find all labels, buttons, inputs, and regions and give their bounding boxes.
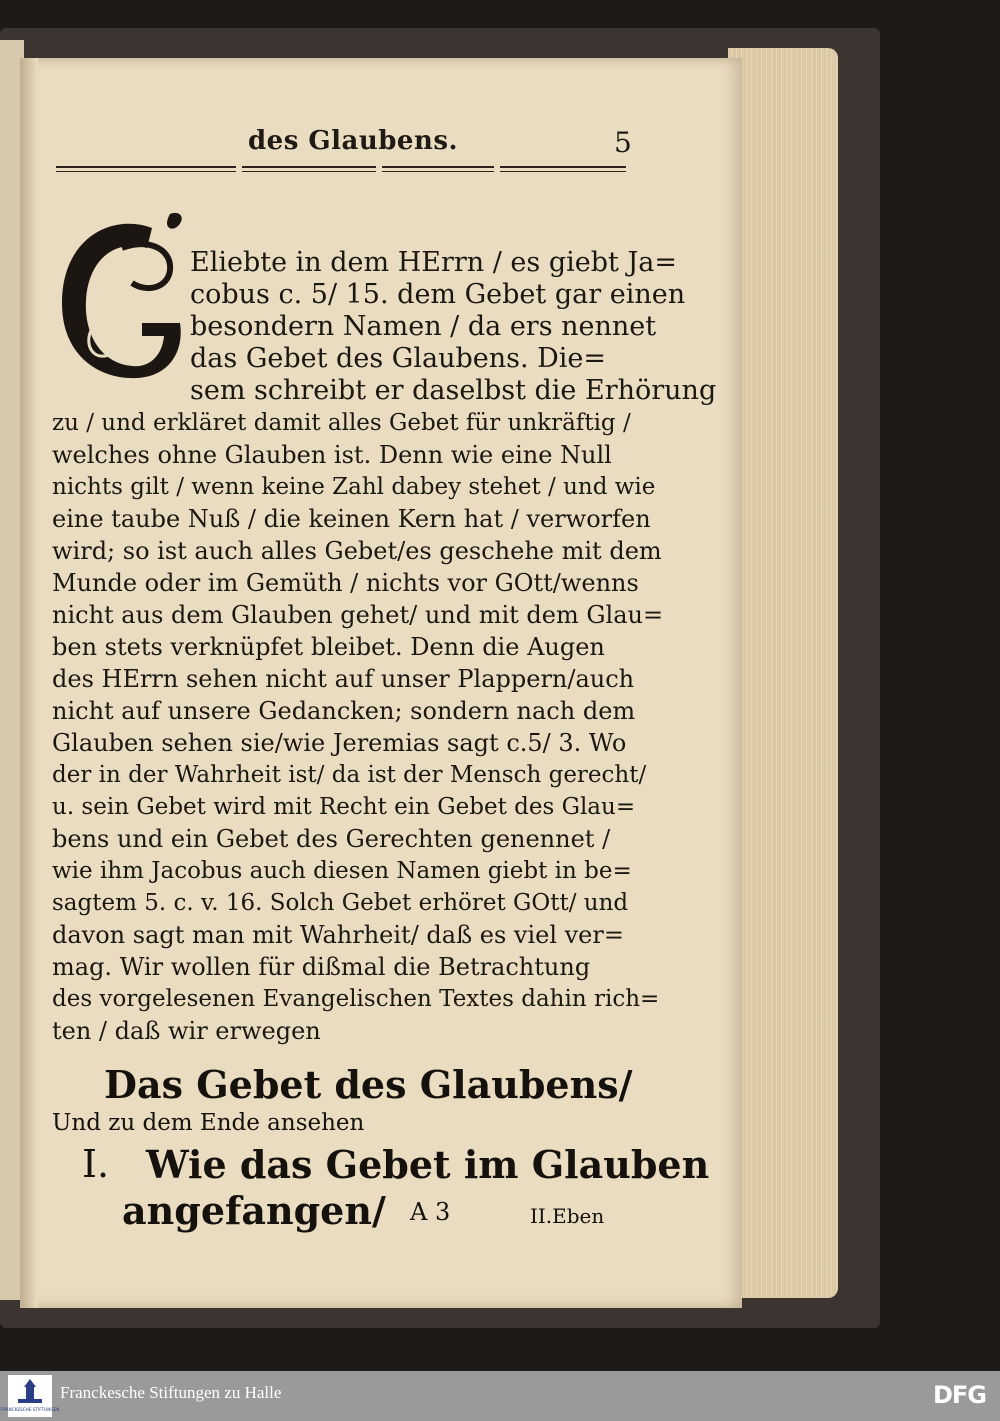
text-line: des HErrn sehen nicht auf unser Plappern/auch <box>52 665 635 693</box>
text-line: wird; so ist auch alles Gebet/es geschehe mit dem <box>52 537 662 565</box>
page-block-edge <box>728 48 838 1298</box>
text-line: u. sein Gebet wird mit Recht ein Gebet des Glau= <box>52 794 636 820</box>
text-line: Eliebte in dem HErrn / es giebt Ja= <box>190 247 678 278</box>
text-line: wie ihm Jacobus auch diesen Namen giebt in be= <box>52 858 632 884</box>
subheading: Und zu dem Ende ansehen <box>52 1110 365 1136</box>
text-line: besondern Namen / da ers nennet <box>190 311 657 342</box>
text-line: davon sagt man mit Wahrheit/ daß es viel ver= <box>52 921 624 949</box>
running-head: des Glaubens. <box>248 126 459 156</box>
text-line: cobus c. 5/ 15. dem Gebet gar einen <box>190 279 686 310</box>
decorated-initial <box>52 208 188 388</box>
text-line: nicht auf unsere Gedancken; sondern nach dem <box>52 697 636 725</box>
text-line: nichts gilt / wenn keine Zahl dabey stehet / und wie <box>52 474 656 500</box>
dfg-logo: DFG <box>932 1381 986 1409</box>
text-line: des vorgelesenen Evangelischen Textes dahin rich= <box>52 986 660 1012</box>
francke-foundation-logo <box>0 1375 60 1417</box>
text-line: sem schreibt er daselbst die Erhörung <box>190 375 717 406</box>
section-heading: Das Gebet des Glaubens/ <box>104 1062 633 1107</box>
text-line: das Gebet des Glaubens. Die= <box>190 343 607 374</box>
text-line: der in der Wahrheit ist/ da ist der Mensch gerecht/ <box>52 762 647 788</box>
catchword: II.Eben <box>530 1204 605 1228</box>
section-title-line-2: angefangen/ <box>122 1188 386 1233</box>
text-line: Munde oder im Gemüth / nichts vor GOtt/wenns <box>52 569 639 597</box>
svg-text:G: G <box>102 292 134 338</box>
text-line: welches ohne Glauben ist. Denn wie eine Null <box>52 441 612 469</box>
text-line: bens und ein Gebet des Gerechten genennet / <box>52 825 611 853</box>
institution-name: Franckesche Stiftungen zu Halle <box>60 1383 282 1402</box>
text-line: ben stets verknüpfet bleibet. Denn die Augen <box>52 633 605 661</box>
footer-bar <box>0 1371 1000 1421</box>
page-number: 5 <box>614 126 632 159</box>
text-line: sagtem 5. c. v. 16. Solch Gebet erhöret GOtt/ und <box>52 890 629 916</box>
text-line: eine taube Nuß / die keinen Kern hat / verworfen <box>52 505 651 533</box>
text-line: mag. Wir wollen für dißmal die Betrachtung <box>52 953 591 981</box>
page-gutter <box>20 58 38 1308</box>
text-line: ten / daß wir erwegen <box>52 1017 321 1045</box>
section-numeral: I. <box>82 1142 110 1186</box>
svg-text:FRANCKESCHE STIFTUNGEN: FRANCKESCHE STIFTUNGEN <box>0 1407 60 1412</box>
section-title-line-1: Wie das Gebet im Glauben <box>146 1142 710 1187</box>
text-line: nicht aus dem Glauben gehet/ und mit dem Glau= <box>52 601 664 629</box>
signature-mark: A 3 <box>410 1198 451 1226</box>
text-line: zu / und erkläret damit alles Gebet für unkräftig / <box>52 410 631 436</box>
header-rule <box>56 166 626 172</box>
text-line: Glauben sehen sie/wie Jeremias sagt c.5/ 3. Wo <box>52 729 627 757</box>
